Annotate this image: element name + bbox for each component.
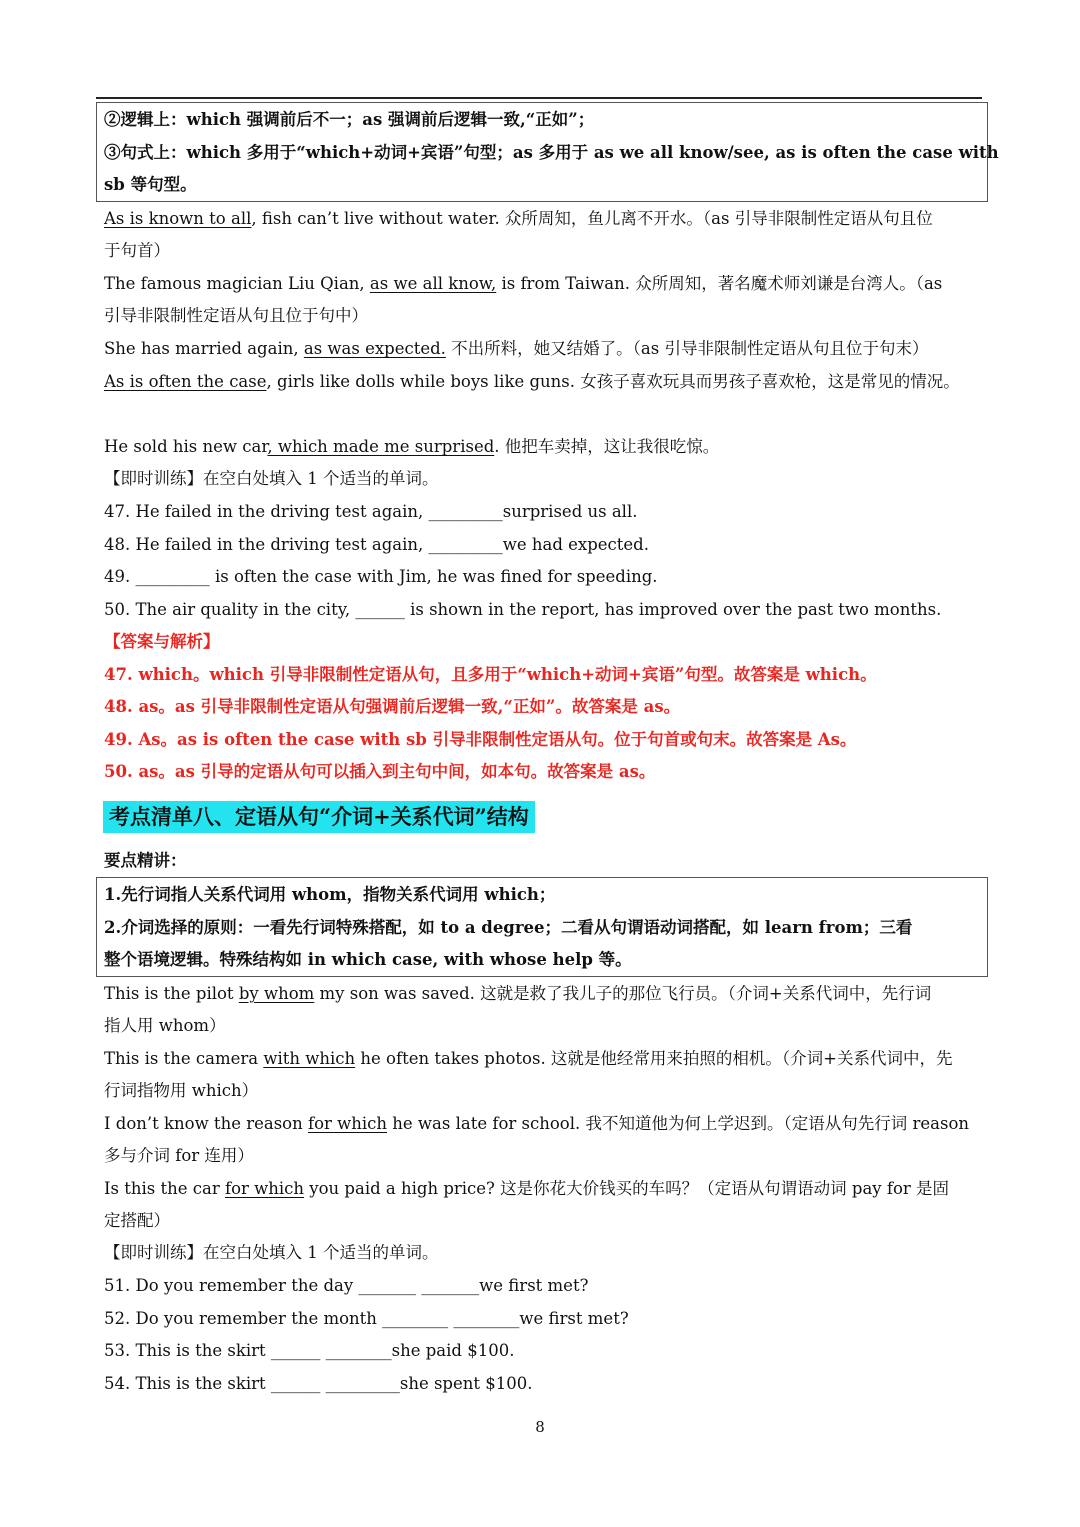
- example-line: 多与介词 for 连用）: [104, 1146, 254, 1165]
- box2-line-2: 2.介词选择的原则：一看先行词特殊搭配，如 to a degree；二看从句谓语动词搭配，如 learn from；三看: [104, 918, 913, 937]
- example-line: Is this the car for which you paid a high price? 这是你花大价钱买的车吗？（定语从句谓语动词 pay for 是固: [104, 1179, 950, 1198]
- box1-line-3: sb 等句型。: [104, 175, 197, 194]
- box2-line-3: 整个语境逻辑。特殊结构如 in which case, with whose help 等。: [104, 950, 632, 969]
- example-line: 行词指物用 which）: [104, 1081, 259, 1100]
- practice-item: 51. Do you remember the day _______ _______we first met?: [104, 1276, 589, 1295]
- section-heading: 考点清单八、定语从句“介词+关系代词”结构: [103, 801, 535, 833]
- example-line: This is the camera with which he often takes photos. 这就是他经常用来拍照的相机。（介词+关系代词中，先: [104, 1049, 953, 1068]
- example-line: As is often the case, girls like dolls while boys like guns. 女孩子喜欢玩具而男孩子喜欢枪，这是常见的情况。: [104, 372, 960, 391]
- example-line: This is the pilot by whom my son was saved. 这就是救了我儿子的那位飞行员。（介词+关系代词中，先行词: [104, 984, 932, 1003]
- header-rule: [96, 97, 982, 99]
- example-line: As is known to all, fish can’t live without water. 众所周知，鱼儿离不开水。（as 引导非限制性定语从句且位: [104, 209, 933, 228]
- answer-item: 48. as。as 引导非限制性定语从句强调前后逻辑一致,“正如”。故答案是 as。: [104, 697, 681, 716]
- example-line: I don’t know the reason for which he was late for school. 我不知道他为何上学迟到。（定语从句先行词 reason: [104, 1114, 970, 1133]
- example-line: She has married again, as was expected. 不出所料，她又结婚了。（as 引导非限制性定语从句且位于句末）: [104, 339, 929, 358]
- practice-item: 48. He failed in the driving test again, _________we had expected.: [104, 535, 649, 554]
- example-line: 于句首）: [104, 241, 170, 260]
- example-line: 指人用 whom）: [104, 1016, 226, 1035]
- box1-line-2: ③句式上：which 多用于“which+动词+宾语”句型；as 多用于 as we all know/see, as is often the case with: [104, 143, 999, 162]
- practice-item: 47. He failed in the driving test again, _________surprised us all.: [104, 502, 638, 521]
- practice-item: 50. The air quality in the city, ______ is shown in the report, has improved over the past two months.: [104, 600, 942, 619]
- key-points-label: 要点精讲：: [104, 851, 187, 870]
- answer-item: 50. as。as 引导的定语从句可以插入到主句中间，如本句。故答案是 as。: [104, 762, 656, 781]
- example-line: The famous magician Liu Qian, as we all know, is from Taiwan. 众所周知，著名魔术师刘谦是台湾人。（as: [104, 274, 943, 293]
- practice-item: 53. This is the skirt ______ ________she paid $100.: [104, 1341, 515, 1360]
- example-line: 引导非限制性定语从句且位于句中）: [104, 306, 368, 325]
- practice-item: 49. _________ is often the case with Jim, he was fined for speeding.: [104, 567, 658, 586]
- page-number: 8: [535, 1418, 545, 1436]
- answers-title: 【答案与解析】: [104, 632, 220, 651]
- practice-item: 52. Do you remember the month ________ ________we first met?: [104, 1309, 629, 1328]
- practice-title: 【即时训练】在空白处填入 1 个适当的单词。: [104, 469, 439, 488]
- practice-title: 【即时训练】在空白处填入 1 个适当的单词。: [104, 1243, 439, 1262]
- box1-line-1: ②逻辑上：which 强调前后不一；as 强调前后逻辑一致,“正如”；: [104, 110, 595, 129]
- answer-item: 49. As。as is often the case with sb 引导非限制性定语从句。位于句首或句末。故答案是 As。: [104, 730, 857, 749]
- answer-item: 47. which。which 引导非限制性定语从句，且多用于“which+动词+宾语”句型。故答案是 which。: [104, 665, 877, 684]
- practice-item: 54. This is the skirt ______ _________she spent $100.: [104, 1374, 533, 1393]
- box2-line-1: 1.先行词指人关系代词用 whom，指物关系代词用 which；: [104, 885, 556, 904]
- example-line: 定搭配）: [104, 1211, 170, 1230]
- example-line: He sold his new car, which made me surprised. 他把车卖掉，这让我很吃惊。: [104, 437, 720, 456]
